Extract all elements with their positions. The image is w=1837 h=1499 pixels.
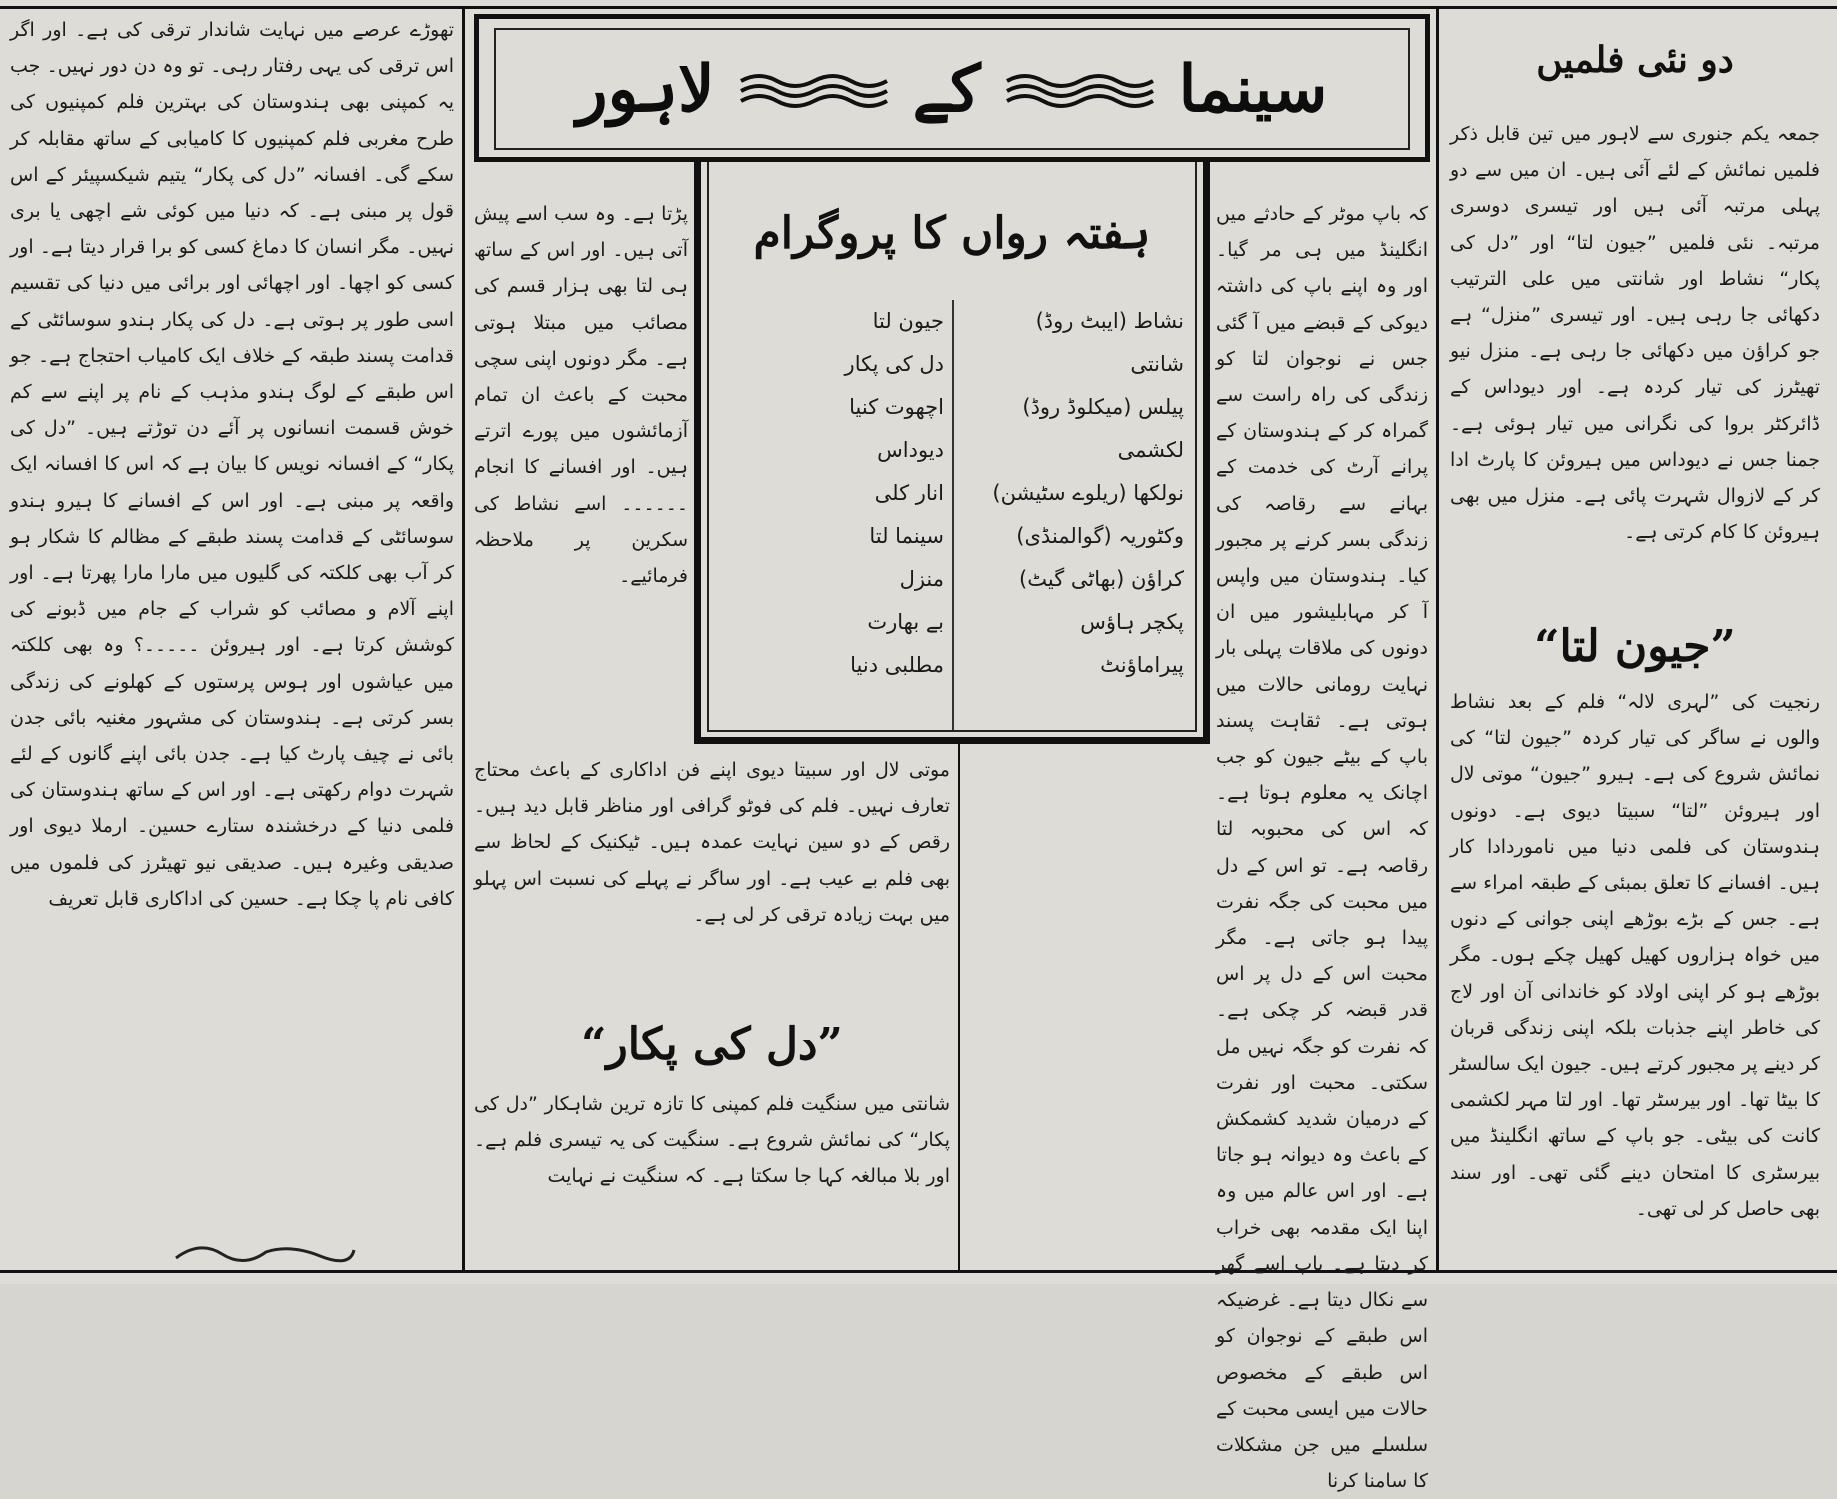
film-item: اچھوت کنیا bbox=[849, 395, 944, 419]
bottom-border bbox=[0, 1270, 1837, 1273]
cinema-item: نولکھا (ریلوے سٹیشن) bbox=[992, 481, 1184, 505]
article-paragraph: شانتی میں سنگیت فلم کمپنی کا تازہ ترین شاہکار ”دل کی پکار“ کی نمائش شروع ہے۔ سنگیت کی یہ تیسری فلم ہے۔ اور بلا مبالغہ کہا جا سکتا ہے۔ کہ سنگیت نے نہایت bbox=[474, 1093, 950, 1188]
center-left-column-top bbox=[474, 196, 688, 740]
cinema-list bbox=[962, 300, 1184, 687]
article-paragraph: تھوڑے عرصے میں نہایت شاندار ترقی کی ہے۔ اور اگر اس ترقی کی یہی رفتار رہی۔ تو وہ دن دور نہیں۔ جب یہ کمپنی بھی ہندوستان کی بہترین فلم کمپنیوں کی طرح مغربی فلم کمپنیوں کا کامیابی کے ساتھ مقابلہ کر سکے گی۔ افسانہ ”دل کی پکار“ یتیم شیکسپیئر کے اس قول پر مبنی ہے۔ کہ دنیا میں کوئی شے اچھی یا بری نہیں۔ مگر انسان کا دماغ کسی کو برا قرار دیتا ہے۔ اور کسی کو اچھا۔ اور اچھائی اور برائی میں دنیا کی تقسیم اسی طور پر ہوتی ہے۔ دل کی پکار ہندو سوسائٹی کے قدامت پسند طبقہ کے خلاف ایک کامیاب احتجاج ہے۔ جو اس طبقے کے لوگ ہندو مذہب کے نام پر اپنے سے کم خوش قسمت انسانوں پر آئے دن توڑتے ہیں۔ ”دل کی پکار“ کے افسانہ نویس کا بیان ہے کہ اس کا افسانہ ایک واقعہ پر مبنی ہے۔ اور اس کے افسانے کا ہیرو ہندو سوسائٹی کے قدامت پسند طبقے کے مظالم کا شکار ہو کر آب بھی کلکتہ کی گلیوں میں مارا مارا پھرتا ہے۔ اور اپنے آلام و مصائب کو شراب کے جام میں ڈبونے کی کوشش کرتا ہے۔ اور ہیروئن ۔۔۔۔۔؟ وہ بھی کلکتہ میں عیاشوں اور ہوس پرستوں کے کھلونے کی زندگی بسر کرتی ہے۔ ہندوستان کی مشہور مغنیہ بائی جدن بائی نے چیف پارٹ کیا ہے۔ جدن بائی اپنے گانوں کے لئے شہرت دوام رکھتی ہے۔ اور اس کے ساتھ ہندوستان کی فلمی دنیا کے درخشندہ ستارے حسین۔ ارملا دیوی اور صدیقی وغیرہ ہیں۔ صدیقی نیو تھیٹرز کی فلموں میں کافی نام پا چکا ہے۔ حسین کی اداکاری قابل تعریف bbox=[10, 19, 454, 910]
jeevan-lata-heading: ”جیون لتا“ bbox=[1534, 621, 1736, 672]
wave-ornament-icon bbox=[1005, 69, 1155, 109]
right-column-heading: دو نئی فلمیں bbox=[1536, 39, 1734, 81]
cinema-item: شانتی bbox=[1130, 352, 1184, 376]
dil-ki-pukar-heading: ”دل کی پکار“ bbox=[581, 1019, 843, 1070]
dil-ki-pukar-body bbox=[474, 1086, 950, 1266]
cinema-item: پکچر ہاؤس bbox=[1080, 610, 1184, 634]
masthead bbox=[494, 28, 1410, 150]
film-item: جیون لتا bbox=[872, 309, 944, 333]
article-paragraph: رنجیت کی ”لہری لالہ“ فلم کے بعد نشاط والوں نے ساگر کی تیار کردہ ”جیون لتا“ کی نمائش شروع کی ہے۔ ہیرو ”جیون“ موتی لال اور ہیروئن ”لتا“ سبیتا دیوی ہے۔ دونوں ہندوستان کی فلمی دنیا میں ناموردادا کار ہیں۔ افسانے کا تعلق بمبئی کے طبقہ امراء سے ہے۔ جس کے بڑے بوڑھے اپنی جوانی کے دنوں میں خواہ ہزاروں کھیل کھیل چکے ہوں۔ مگر بوڑھے ہو کر اپنی اولاد کو خاندانی آن اور لاج کی خاطر اپنے جذبات بلکہ اپنی زندگی قربان کر دینے پر مجبور کرتے ہیں۔ جیون ایک سالسٹر کا بیٹا تھا۔ اور بیرسٹر تھا۔ اور لتا مہر لکشمی کانت کی بیٹی۔ جو باپ کے ساتھ انگلینڈ میں بیرسٹری کا امتحان دینے گئی تھی۔ اور سند بھی حاصل کر لی تھی۔ bbox=[1450, 691, 1820, 1220]
film-item: دیوداس bbox=[877, 438, 944, 462]
wave-ornament-icon bbox=[739, 69, 889, 109]
cinema-item: پیراماؤنٹ bbox=[1100, 653, 1184, 677]
jeevan-lata-body bbox=[1450, 684, 1820, 1262]
signature-mark-icon bbox=[170, 1232, 360, 1268]
center-column-rule bbox=[958, 744, 960, 1270]
article-paragraph: جمعہ یکم جنوری سے لاہور میں تین قابل ذکر فلمیں نمائش کے لئے آئی ہیں۔ ان میں سے دو پہلی مرتبہ آئی ہیں اور تیسری دوسری مرتبہ۔ نئی فلمیں ”جیون لتا“ اور ”دل کی پکار“ نشاط اور شانتی میں علی الترتیب دکھائی جا رہی ہیں۔ اور تیسری ”منزل“ ہے جو کراؤن میں دکھائی جا رہی ہے۔ منزل نیو تھیٹرز کی تیار کردہ ہے۔ اور دیوداس کے ڈائرکٹر بروا کی نگرانی میں تیار ہوئی ہے۔ جمنا جس نے دیوداس میں ہیروئن کا پارٹ ادا کر کے لازوال شہرت پائی ہے۔ منزل میں بھی ہیروئن کا کام کرتی ہے۔ bbox=[1450, 123, 1820, 544]
cinema-item: کراؤن (بھاٹی گیٹ) bbox=[1019, 567, 1184, 591]
program-divider bbox=[952, 300, 954, 730]
film-item: دل کی پکار bbox=[844, 352, 944, 376]
center-right-column-body bbox=[1216, 196, 1428, 1493]
masthead-cinema: سینما bbox=[1178, 51, 1328, 127]
film-item: سینما لتا bbox=[869, 524, 944, 548]
film-list bbox=[722, 300, 944, 687]
cinema-item: لکشمی bbox=[1117, 438, 1184, 462]
cinema-item: نشاط (ایبٹ روڈ) bbox=[1035, 309, 1184, 333]
film-item: انار کلی bbox=[874, 481, 944, 505]
right-column-rule bbox=[1436, 8, 1439, 1270]
program-title: ہفتہ رواں کا پروگرام bbox=[753, 208, 1151, 259]
right-column-body bbox=[1450, 116, 1820, 614]
film-item: منزل bbox=[899, 567, 944, 591]
left-column-rule bbox=[462, 8, 465, 1270]
article-paragraph: پڑتا ہے۔ وہ سب اسے پیش آتی ہیں۔ اور اس کے ساتھ ہی لتا بھی ہزار قسم کی مصائب میں مبتلا ہوتی ہے۔ مگر دونوں اپنی سچی محبت کے باعث ان تمام آزمائشوں میں پورے اترتے ہیں۔ اور افسانے کا انجام ۔۔۔۔۔۔ اسے نشاط کی سکرین پر ملاحظہ فرمائیے۔ bbox=[474, 203, 688, 588]
film-item: بے بھارت bbox=[867, 610, 944, 634]
left-column-body bbox=[10, 12, 454, 1228]
article-paragraph: موتی لال اور سبیتا دیوی اپنے فن اداکاری کے باعث محتاج تعارف نہیں۔ فلم کی فوٹو گرافی اور مناظر قابل دید ہیں۔ رقص کے دو سین نہایت عمدہ ہیں۔ ٹیکنیک کے لحاظ سے بھی فلم بے عیب ہے۔ اور ساگر نے پہلے کی نسبت اس پہلو میں بہت زیادہ ترقی کر لی ہے۔ bbox=[474, 759, 950, 926]
center-left-column-bottom bbox=[474, 752, 950, 994]
film-item: مطلبی دنیا bbox=[850, 653, 944, 677]
masthead-ke: کے bbox=[912, 51, 981, 127]
article-paragraph: کہ باپ موٹر کے حادثے میں انگلینڈ میں ہی مر گیا۔ اور وہ اپنے باپ کی داشتہ دیوکی کے قبضے میں آ گئی جس نے نوجوان لتا کو زندگی کی راہ راست سے گمراہ کر کے ہندوستان کے پرانے آرٹ کی خدمت کے بہانے سے رقاصہ کی زندگی بسر کرنے پر مجبور کیا۔ ہندوستان میں واپس آ کر مہابلیشور میں ان دونوں کی ملاقات پہلی بار نہایت رومانی حالات میں ہوتی ہے۔ ثقاہت پسند باپ کے بیٹے جیون کو جب اچانک یہ معلوم ہوتا ہے۔ کہ اس کی محبوبہ لتا رقاصہ ہے۔ تو اس کے دل میں محبت کی جگہ نفرت پیدا ہو جاتی ہے۔ مگر محبت اس کے دل پر اس قدر قبضہ کر چکی ہے۔ کہ نفرت کو جگہ نہیں مل سکتی۔ محبت اور نفرت کے درمیان شدید کشمکش کے باعث وہ دیوانہ ہو جاتا ہے۔ اور اس عالم میں وہ اپنا ایک مقدمہ بھی خراب کر دیتا ہے۔ باپ اسے گھر سے نکال دیتا ہے۔ غرضیکہ اس طبقے کے نوجوان کو اس طبقے کے مخصوص حالات میں ایسی محبت کے سلسلے میں جن مشکلات کا سامنا کرنا bbox=[1216, 203, 1428, 1493]
top-border bbox=[0, 6, 1837, 9]
cinema-item: پیلس (میکلوڈ روڈ) bbox=[1022, 395, 1184, 419]
masthead-lahore: لاہور bbox=[576, 51, 715, 127]
cinema-item: وکٹوریہ (گوالمنڈی) bbox=[1016, 524, 1184, 548]
